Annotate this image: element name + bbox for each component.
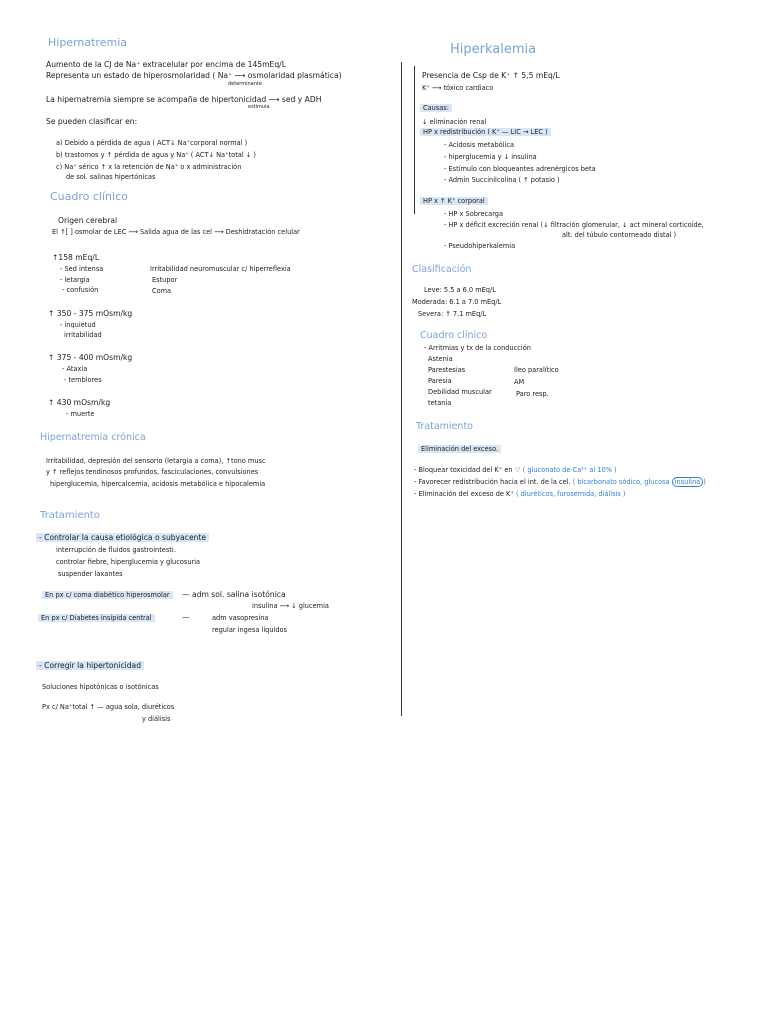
- g2-item-0: - inquietud: [60, 321, 96, 329]
- class-moderada: Moderada: 6.1 a 7.0 mEq/L: [412, 298, 502, 306]
- g1-right-0: Irritabilidad neuromuscular c/ hiperreflexia: [150, 265, 291, 273]
- group4-head: ↑ 430 mOsm/kg: [48, 398, 111, 407]
- treat-item-0: - Bloquear toxicidad del K⁺ en ♡ ( gluconato de Ca²⁺ al 10% ): [414, 466, 617, 474]
- definition-line-2: Representa un estado de hiperosmolaridad ( Na⁺ ⟶ osmolaridad plasmática): [46, 71, 342, 80]
- chronic-line-0: Irritabilidad, depresión del sensorio (letargia a coma), ↑tono musc: [46, 457, 266, 465]
- total-item-1: - HP x déficit excreción renal (↓ filtración glomerular, ↓ act mineral corticoide,: [444, 221, 704, 229]
- t1-item-1: controlar fiebre, hiperglucemia y glucosuria: [56, 558, 201, 566]
- column-divider: [401, 62, 402, 716]
- g1-right-2: Coma: [152, 287, 172, 295]
- t4-line: Soluciones hipotónicas o isotónicas: [42, 683, 159, 691]
- t2-head: En px c/ coma diabético hiperosmolar: [42, 591, 173, 599]
- t2-dash: — adm sol. salina isotónica: [182, 590, 286, 599]
- g1-left-0: - Sed intensa: [60, 265, 104, 273]
- t3-dash: —: [182, 613, 190, 622]
- hiperkalemia-title: Hiperkalemia: [450, 42, 537, 57]
- pseudohyperkalemia: - Pseudohiperkalemia: [444, 242, 516, 250]
- class-leve: Leve: 5.5 a 6.0 mEq/L: [424, 286, 496, 294]
- t1-head: - Controlar la causa etiológica o subyacente: [36, 533, 209, 542]
- classify-intro: Se pueden clasificar en:: [46, 117, 138, 126]
- chronic-line-1: y ↑ reflejos tendinosos profundos, fasciculaciones, convulsiones: [46, 468, 259, 476]
- group3-head: ↑ 375 - 400 mOsm/kg: [48, 353, 133, 362]
- class-b: b) trastornos y ↑ pérdida de agua y Na⁺ ( ACT↓ Na⁺total ↓ ): [56, 151, 256, 159]
- t1-item-2: suspender laxantes: [58, 570, 123, 578]
- redis-item-2: - Estímulo con bloqueantes adrenérgicos beta: [444, 165, 596, 173]
- clin-left-1: Parestesias: [428, 366, 466, 374]
- chronic-line-2: hiperglucemia, hipercalcemia, acidosis metabólica e hipocalemia: [50, 480, 266, 488]
- hipernatremia-title: Hipernatremia: [48, 36, 127, 49]
- hk-definition-2: K⁺ ⟶ tóxico cardiaco: [422, 84, 494, 92]
- insulina-circled: insulina: [672, 477, 704, 487]
- cause-1: ↓ eliminación renal: [422, 118, 487, 126]
- treatment-title-left: Tratamiento: [40, 510, 100, 521]
- origin-text: Origen cerebral: [58, 216, 118, 225]
- t4-px: Px c/ Na⁺total ↑ — agua sola, diuréticos: [42, 703, 175, 711]
- clin-left-3: Debilidad muscular: [428, 388, 492, 396]
- redis-item-3: - Admin Succinilcolina ( ↑ potasio ): [444, 176, 560, 184]
- clin-left-2: Paresia: [428, 377, 452, 385]
- arrow-note-2: estimula: [248, 104, 270, 110]
- definition-line-1: Aumento de la CJ de Na⁺ extracelular por encima de 145mEq/L: [46, 60, 286, 69]
- mechanism-text: El ↑[ ] osmolar de LEC ⟶ Salida agua de las cel ⟶ Deshidratación celular: [52, 228, 300, 236]
- class-c-cont: de sol. salinas hipertónicas: [66, 173, 156, 181]
- chronic-title: Hipernatremia crónica: [40, 432, 146, 443]
- t4-head: - Corregir la hipertonicidad: [36, 661, 144, 670]
- t1-item-0: interrupción de fluidos gastrointesti.: [56, 546, 176, 554]
- g3-item-1: - temblores: [64, 376, 102, 384]
- clin-left-0: Astenia: [428, 355, 453, 363]
- g2-item-1: irritabilidad: [64, 331, 102, 339]
- t3-item-0: adm vasopresina: [212, 614, 269, 622]
- t4-px2: y diálisis: [142, 715, 171, 723]
- class-c: c) Na⁺ sérico ↑ x la retención de Na⁺ o x administración: [56, 163, 242, 171]
- clin-right-0: Íleo paralítico: [514, 366, 559, 374]
- clin-left-4: tetania: [428, 399, 452, 407]
- class-a: a) Debido a pérdida de agua ( ACT↓ Na⁺corporal normal ): [56, 139, 248, 147]
- margin-line: [414, 66, 415, 214]
- arrow-note: determinante: [228, 81, 262, 87]
- elimination-line: Eliminación del exceso.: [418, 445, 501, 453]
- clin-head: - Arritmias y tx de la conducción: [424, 344, 531, 352]
- redis-item-1: - hiperglucemia y ↓ insulina: [444, 153, 537, 161]
- causes-label: Causas:: [420, 104, 452, 112]
- hp-total: HP x ↑ K⁺ corporal: [420, 197, 488, 205]
- hp-redistribution: HP x redistribución ( K⁺ — LIC → LEC ): [420, 128, 551, 136]
- treat-item-2: - Eliminación del exceso de K⁺ ( diuréticos, furosemida, diálisis ): [414, 490, 626, 498]
- total-item-2: alt. del túbulo contorneado distal ): [562, 231, 677, 239]
- hk-clinical-title: Cuadro clínico: [420, 330, 488, 341]
- clin-right-2: Paro resp.: [516, 390, 549, 398]
- clinical-title: Cuadro clínico: [50, 190, 128, 203]
- hk-definition: Presencia de Csp de K⁺ ↑ 5,5 mEq/L: [422, 71, 560, 80]
- g3-item-0: - Ataxia: [62, 365, 88, 373]
- g1-left-2: - confusión: [62, 286, 99, 294]
- classification-title: Clasificación: [412, 264, 472, 275]
- g1-right-1: Estupor: [152, 276, 178, 284]
- t2-sub: insulina ⟶ ↓ glucemia: [252, 602, 329, 610]
- t3-head: En px c/ Diabetes insípida central: [38, 614, 155, 622]
- g4-item-0: - muerte: [66, 410, 95, 418]
- group1-head: ↑158 mEq/L: [52, 253, 100, 262]
- hk-treatment-title: Tratamiento: [416, 421, 473, 432]
- redis-item-0: - Acidosis metabólica: [444, 141, 515, 149]
- group2-head: ↑ 350 - 375 mOsm/kg: [48, 309, 133, 318]
- g1-left-1: - letargia: [60, 276, 90, 284]
- t3-item-1: regular ingesa líquidos: [212, 626, 288, 634]
- treat-item-1: - Favorecer redistribución hacia el int. de la cel. ( bicarbonato sódico, glucosa insulina ): [414, 478, 706, 486]
- clin-right-1: AM: [514, 378, 525, 386]
- total-item-0: - HP x Sobrecarga: [444, 210, 504, 218]
- class-severa: Severa: ↑ 7.1 mEq/L: [418, 310, 487, 318]
- definition-line-3: La hipernatremia siempre se acompaña de hipertonicidad ⟶ sed y ADH: [46, 95, 322, 104]
